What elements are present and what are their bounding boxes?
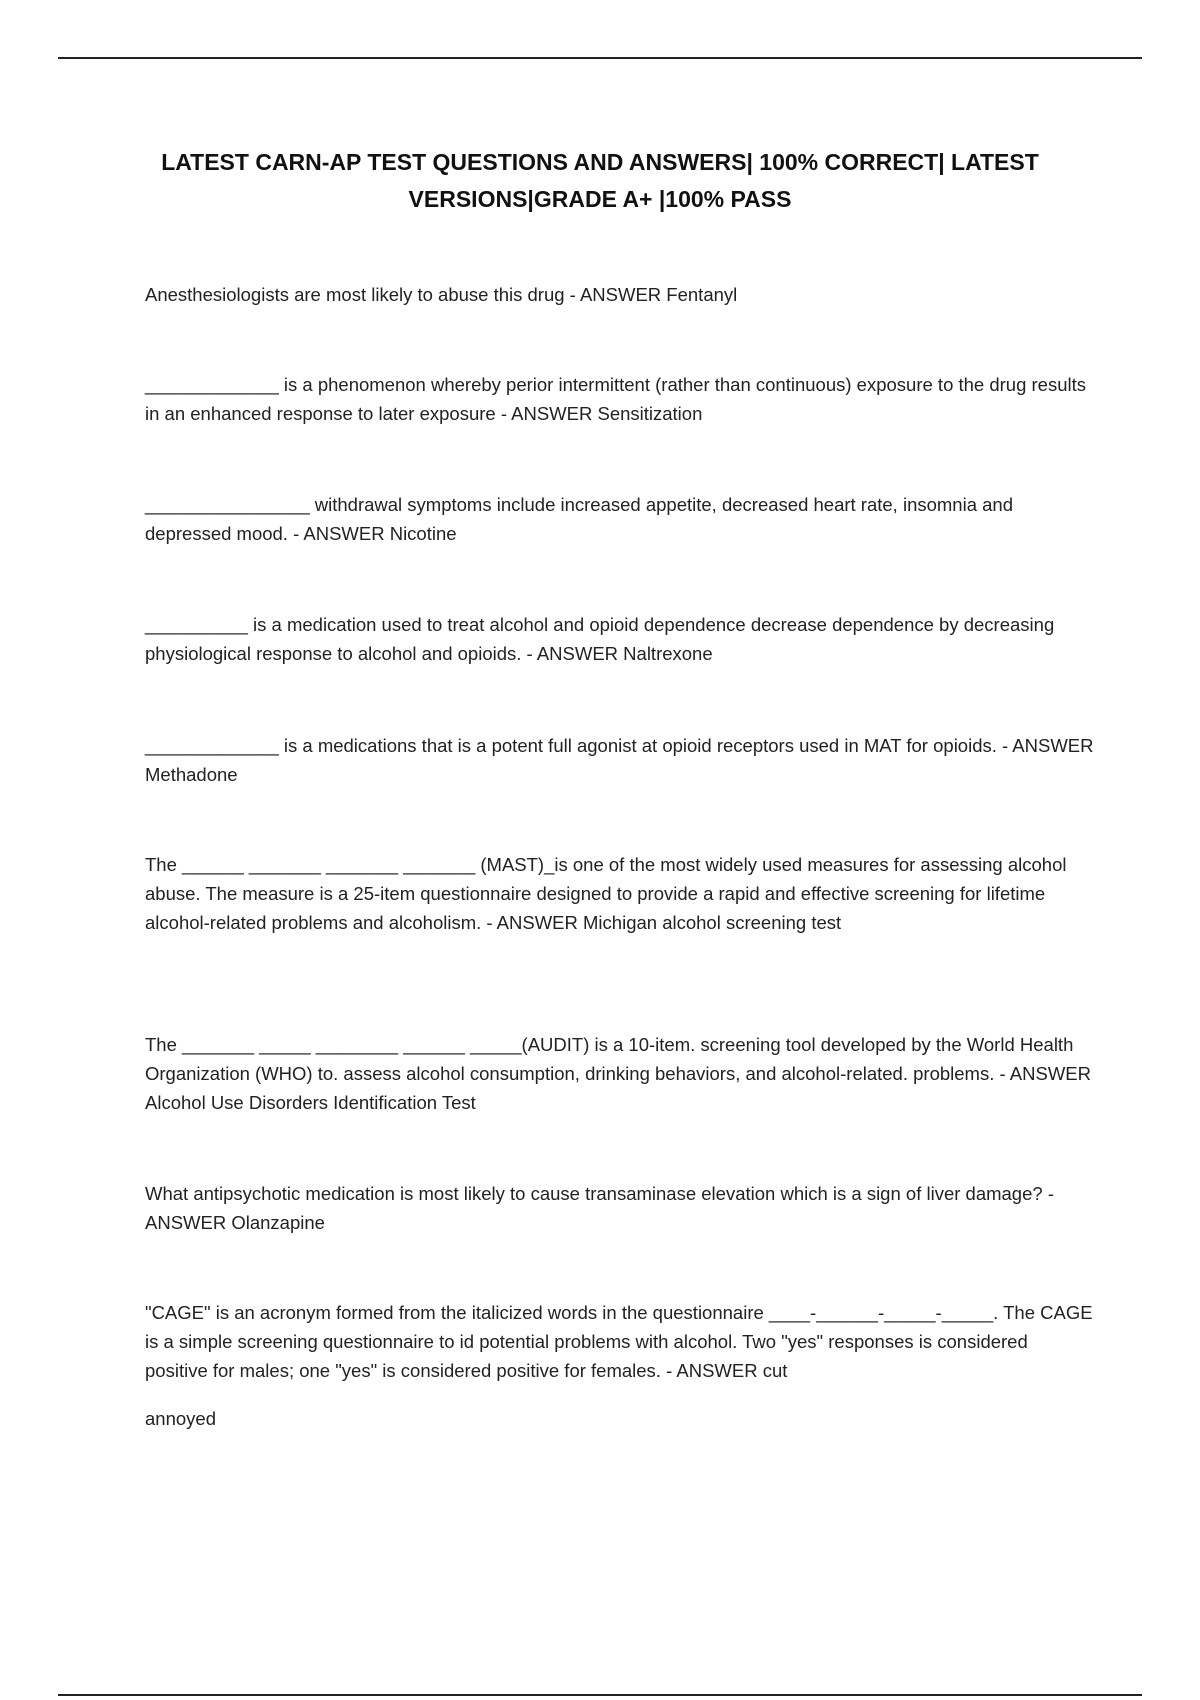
qa-item-3: ________________ withdrawal symptoms include increased appetite, decreased heart rate, insomnia and depressed mood. - ANSWER Nicotine <box>145 494 1014 544</box>
answer-continuation: annoyed <box>145 1408 216 1429</box>
document-title: LATEST CARN-AP TEST QUESTIONS AND ANSWERS| 100% CORRECT| LATEST VERSIONS|GRADE A+ |100% PASS <box>161 149 1039 212</box>
qa-item-4: __________ is a medication used to treat alcohol and opioid dependence decrease dependence by decreasing physiological response to alcohol and opioids. - ANSWER Naltrexone <box>145 614 1055 664</box>
qa-item-7: The _______ _____ ________ ______ _____(AUDIT) is a 10-item. screening tool developed by the World Health Organization (WHO) to. assess alcohol consumption, drinking behaviors, and alcohol-related. problems. - ANSWER Alcohol Use Disorders Identification Test <box>145 1034 1091 1113</box>
qa-item-1: Anesthesiologists are most likely to abuse this drug - ANSWER Fentanyl <box>145 284 738 305</box>
qa-item-5: _____________ is a medications that is a potent full agonist at opioid receptors used in MAT for opioids. - ANSWER Methadone <box>145 735 1094 785</box>
qa-item-2: _____________ is a phenomenon whereby perior intermittent (rather than continuous) exposure to the drug results in an enhanced response to later exposure - ANSWER Sensitization <box>145 374 1087 424</box>
qa-item-6: The ______ _______ _______ _______ (MAST)_is one of the most widely used measures for assessing alcohol abuse. The measure is a 25-item questionnaire designed to provide a rapid and effective screening for lifetime alcohol-related problems and alcoholism. - ANSWER Michigan alcohol screening test <box>145 854 1067 933</box>
top-rule <box>58 57 1142 59</box>
qa-item-9: "CAGE" is an acronym formed from the italicized words in the questionnaire ____-______-_____-_____. The CAGE is a simple screening questionnaire to id potential problems with alcohol. Two "yes" responses is considered positive for males; one "yes" is considered positive for females. - ANSWER cut <box>145 1302 1093 1381</box>
qa-item-8: What antipsychotic medication is most likely to cause transaminase elevation which is a sign of liver damage? - ANSWER Olanzapine <box>145 1183 1054 1233</box>
bottom-rule <box>58 1694 1142 1696</box>
